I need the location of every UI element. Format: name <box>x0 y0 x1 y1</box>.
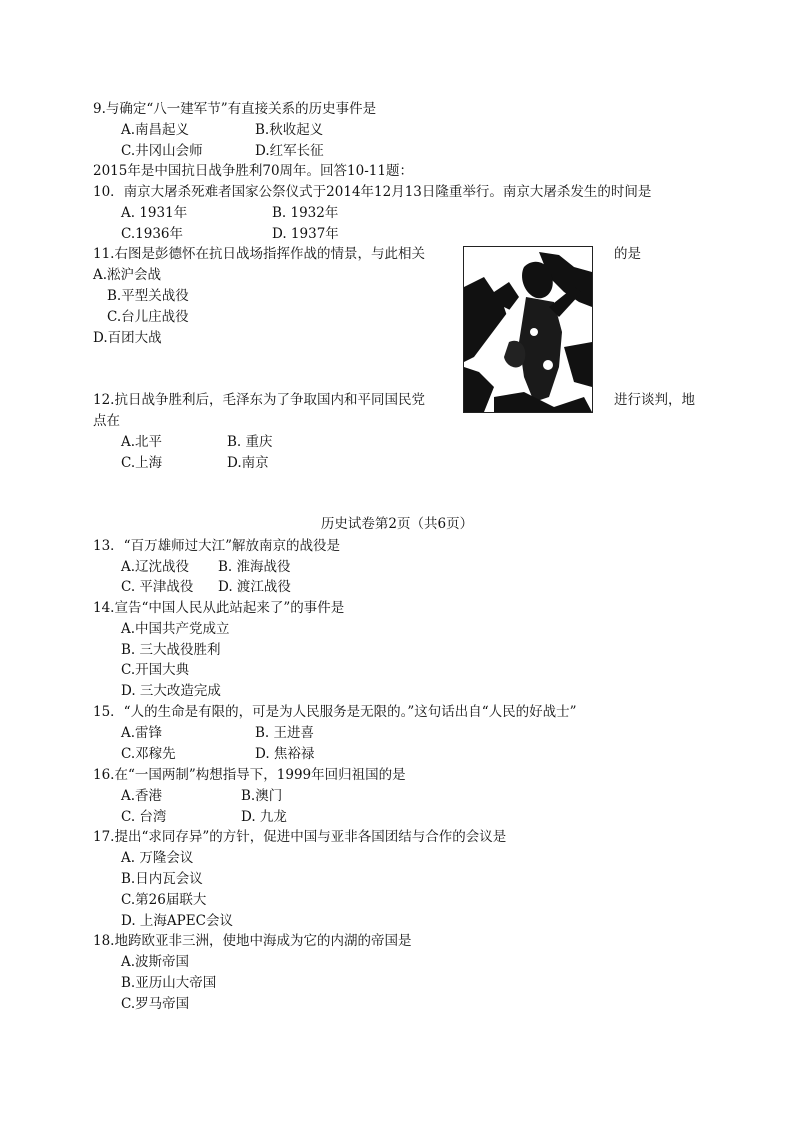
intro-10-11: 2015年是中国抗日战争胜利70周年。回答10-11题： <box>93 163 413 179</box>
q11-stem-right: 的是 <box>614 246 641 262</box>
q10-option-b: B. 1932年 <box>272 205 339 221</box>
q14-option-a: A.中国共产党成立 <box>121 621 230 637</box>
peng-dehuai-photo <box>463 246 593 413</box>
q15-option-a: A.雷锋 <box>121 725 163 741</box>
q15-option-b: B. 王进喜 <box>255 725 315 741</box>
q14-stem: 14.宣告“中国人民从此站起来了”的事件是 <box>93 600 345 616</box>
q16-option-b: B.澳门 <box>241 788 283 804</box>
q11-option-c: C.台儿庄战役 <box>107 309 189 325</box>
q10-option-c: C.1936年 <box>121 226 183 242</box>
q18-option-c: C.罗马帝国 <box>121 996 190 1012</box>
q9-option-a: A.南昌起义 <box>121 122 190 138</box>
q9-option-b: B.秋收起义 <box>255 122 324 138</box>
q12-stem-left: 12.抗日战争胜利后，毛泽东为了争取国内和平同国民党 <box>93 392 425 408</box>
q11-option-d: D.百团大战 <box>93 330 162 346</box>
q16-stem: 16.在“一国两制”构想指导下，1999年回归祖国的是 <box>93 767 406 783</box>
q13-option-b: B. 淮海战役 <box>218 559 291 575</box>
q17-option-b: B.日内瓦会议 <box>121 871 203 887</box>
q10-stem: 10．南京大屠杀死难者国家公祭仪式于2014年12月13日隆重举行。南京大屠杀发生的时间是 <box>93 184 652 200</box>
q12-option-a: A.北平 <box>121 434 163 450</box>
q10-option-a: A. 1931年 <box>121 205 188 221</box>
q16-option-a: A.香港 <box>121 788 163 804</box>
q15-stem: 15．“人的生命是有限的，可是为人民服务是无限的。”这句话出自“人民的好战士” <box>93 704 577 720</box>
q11-option-a: A.淞沪会战 <box>93 267 162 283</box>
q14-option-d: D. 三大改造完成 <box>121 683 221 699</box>
q13-option-a: A.辽沈战役 <box>121 559 190 575</box>
q18-option-b: B.亚历山大帝国 <box>121 975 217 991</box>
q12-option-c: C.上海 <box>121 455 163 471</box>
q18-option-a: A.波斯帝国 <box>121 954 190 970</box>
q18-stem: 18.地跨欧亚非三洲，使地中海成为它的内湖的帝国是 <box>93 933 412 949</box>
q13-stem: 13．“百万雄师过大江”解放南京的战役是 <box>93 538 340 554</box>
q11-stem-left: 11.右图是彭德怀在抗日战场指挥作战的情景，与此相关 <box>93 246 425 262</box>
q12-option-b: B. 重庆 <box>227 434 273 450</box>
q9-option-d: D.红军长征 <box>255 143 324 159</box>
q17-option-a: A. 万隆会议 <box>121 850 194 866</box>
q10-option-d: D. 1937年 <box>272 226 339 242</box>
q17-option-d: D. 上海APEC会议 <box>121 913 233 929</box>
q16-option-d: D. 九龙 <box>241 809 287 825</box>
page-footer: 历史试卷第2页（共6页） <box>320 516 474 532</box>
q14-option-b: B. 三大战役胜利 <box>121 642 221 658</box>
q11-option-b: B.平型关战役 <box>107 288 189 304</box>
q12-stem-cont: 点在 <box>93 413 120 429</box>
q16-option-c: C. 台湾 <box>121 809 167 825</box>
q15-option-d: D. 焦裕禄 <box>255 746 315 762</box>
q12-option-d: D.南京 <box>227 455 269 471</box>
q12-stem-right: 进行谈判，地 <box>614 392 695 408</box>
q13-option-d: D. 渡江战役 <box>218 579 291 595</box>
q13-option-c: C. 平津战役 <box>121 579 194 595</box>
q17-stem: 17.提出“求同存异”的方针，促进中国与亚非各国团结与合作的会议是 <box>93 829 507 845</box>
q17-option-c: C.第26届联大 <box>121 892 207 908</box>
q14-option-c: C.开国大典 <box>121 662 190 678</box>
q9-option-c: C.井冈山会师 <box>121 143 203 159</box>
q9-stem: 9.与确定“八一建军节”有直接关系的历史事件是 <box>93 101 377 117</box>
q15-option-c: C.邓稼先 <box>121 746 176 762</box>
